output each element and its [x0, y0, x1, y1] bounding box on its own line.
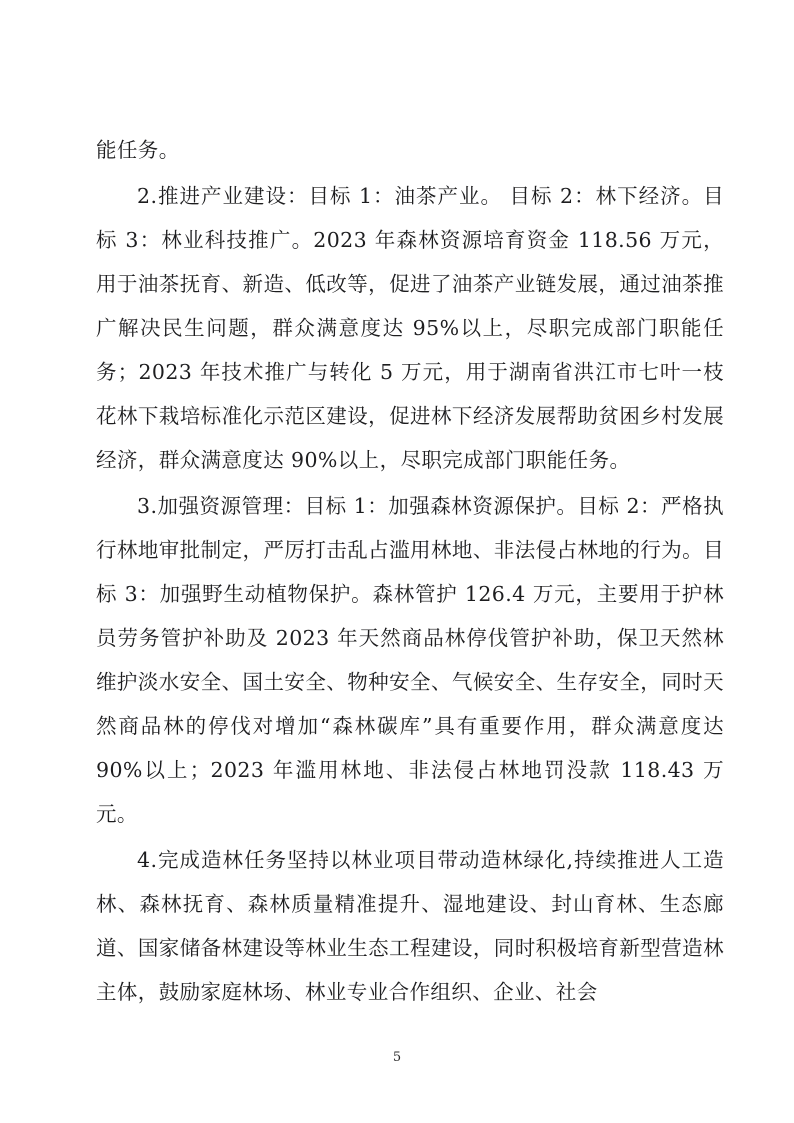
paragraph-continuation: 能任务。 [96, 138, 180, 162]
page-number: 5 [392, 1050, 402, 1065]
document-body [96, 128, 724, 1016]
paragraph-item-4: 4.完成造林任务坚持以林业项目带动造林绿化,持续推进人工造林、森林抚育、森林质量精准提升、湿地建设、封山育林、生态廊道、国家储备林建设等林业生态工程建设，同时积极培育新型营造林主体，鼓励家庭林场、林业专业合作组织、企业、社会 [96, 848, 724, 1004]
paragraph-item-3: 3.加强资源管理：目标 1：加强森林资源保护。目标 2：严格执行林地审批制定，严厉打击乱占滥用林地、非法侵占林地的行为。目标 3：加强野生动植物保护。森林管护 126.4 万元，主要用于护林员劳务管护补助及 2023 年天然商品林停伐管护补助，保卫天然林维护淡水安全、国土安全、物种安全、气候安全、生存安全，同时天然商品林的停伐对增加“森林碳库”具有重要作用，群众满意度达 90%以上；2023 年滥用林地、非法侵占林地罚没款 118.43 万元。 [96, 494, 724, 826]
paragraph-item-2: 2.推进产业建设：目标 1：油茶产业。 目标 2：林下经济。目标 3：林业科技推广。2023 年森林资源培育资金 118.56 万元，用于油茶抚育、新造、低改等，促进了油茶产业链发展，通过油茶推广解决民生问题，群众满意度达 95%以上，尽职完成部门职能任务；2023 年技术推广与转化 5 万元，用于湖南省洪江市七叶一枝花林下栽培标准化示范区建设，促进林下经济发展帮助贫困乡村发展经济，群众满意度达 90%以上，尽职完成部门职能任务。 [96, 184, 724, 472]
